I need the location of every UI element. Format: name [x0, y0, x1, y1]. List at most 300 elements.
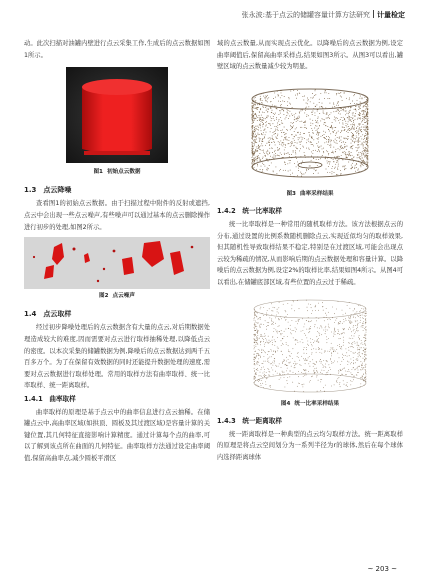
cloud-point: [364, 359, 365, 360]
cloud-point: [341, 136, 342, 137]
cloud-point: [255, 326, 256, 327]
cloud-point: [360, 101, 361, 102]
cloud-point: [286, 115, 287, 116]
cloud-point: [333, 140, 334, 141]
cloud-point: [305, 172, 306, 173]
cloud-point: [292, 107, 293, 108]
cloud-point: [361, 144, 362, 145]
cloud-point: [352, 163, 353, 164]
cloud-point: [296, 148, 297, 149]
cloud-point: [255, 133, 256, 134]
cloud-point: [264, 136, 265, 137]
cloud-point: [357, 169, 358, 170]
cloud-point: [337, 160, 338, 161]
cloud-point: [367, 159, 368, 160]
cloud-point: [367, 140, 368, 141]
cloud-point: [256, 108, 257, 109]
cloud-point: [350, 346, 351, 347]
cloud-point: [316, 130, 317, 131]
cloud-point: [259, 146, 260, 147]
cloud-point: [304, 127, 305, 128]
cloud-point: [331, 168, 332, 169]
cloud-point: [357, 341, 358, 342]
cloud-point: [337, 167, 338, 168]
cloud-point: [359, 141, 360, 142]
cloud-point: [337, 382, 338, 383]
cloud-point: [366, 144, 367, 145]
cloud-point: [267, 377, 268, 378]
cloud-point: [295, 94, 296, 95]
cloud-point: [316, 367, 317, 368]
cloud-point: [272, 354, 273, 355]
cloud-point: [311, 112, 312, 113]
cloud-point: [310, 101, 311, 102]
cloud-point: [289, 362, 290, 363]
cloud-point: [331, 152, 332, 153]
cloud-point: [344, 332, 345, 333]
cloud-point: [344, 129, 345, 130]
cloud-point: [282, 129, 283, 130]
cloud-point: [332, 122, 333, 123]
cloud-point: [325, 350, 326, 351]
cloud-point: [355, 141, 356, 142]
cloud-point: [354, 168, 355, 169]
cloud-point: [324, 98, 325, 99]
cloud-point: [274, 362, 275, 363]
cloud-point: [322, 102, 323, 103]
cloud-point: [275, 112, 276, 113]
cloud-point: [359, 107, 360, 108]
cloud-point: [365, 147, 366, 148]
cloud-point: [313, 362, 314, 363]
cloud-point: [295, 327, 296, 328]
cloud-point: [312, 110, 313, 111]
cloud-point: [323, 113, 324, 114]
cloud-point: [364, 155, 365, 156]
cloud-point: [275, 364, 276, 365]
cloud-point: [256, 361, 257, 362]
cloud-point: [262, 124, 263, 125]
cloud-point: [277, 311, 278, 312]
cloud-point: [367, 150, 368, 151]
cloud-point: [342, 159, 343, 160]
cloud-point: [314, 370, 315, 371]
cloud-point: [255, 113, 256, 114]
cloud-point: [353, 128, 354, 129]
cloud-point: [363, 318, 364, 319]
cloud-point: [331, 385, 332, 386]
cloud-point: [360, 118, 361, 119]
cloud-point: [311, 307, 312, 308]
cloud-point: [335, 118, 336, 119]
cloud-point: [365, 111, 366, 112]
cloud-point: [339, 111, 340, 112]
cloud-point: [287, 101, 288, 102]
cloud-point: [355, 368, 356, 369]
cloud-point: [350, 380, 351, 381]
cloud-point: [289, 115, 290, 116]
cloud-point: [356, 329, 357, 330]
cloud-point: [309, 165, 310, 166]
cloud-point: [359, 146, 360, 147]
cloud-point: [365, 135, 366, 136]
cloud-point: [365, 103, 366, 104]
cloud-point: [305, 358, 306, 359]
cloud-point: [351, 158, 352, 159]
cloud-point: [351, 362, 352, 363]
cloud-point: [338, 159, 339, 160]
cloud-point: [358, 134, 359, 135]
cloud-point: [314, 95, 315, 96]
cloud-point: [327, 126, 328, 127]
cloud-point: [365, 326, 366, 327]
cloud-point: [312, 153, 313, 154]
cloud-point: [321, 334, 322, 335]
cloud-point: [365, 320, 366, 321]
cloud-point: [269, 341, 270, 342]
cloud-point: [298, 371, 299, 372]
cloud-point: [339, 371, 340, 372]
cloud-point: [357, 374, 358, 375]
cloud-point: [351, 331, 352, 332]
cloud-point: [267, 310, 268, 311]
cloud-point: [356, 312, 357, 313]
cloud-point: [257, 343, 258, 344]
cloud-point: [334, 168, 335, 169]
cloud-point: [358, 322, 359, 323]
cloud-point: [287, 365, 288, 366]
cloud-point: [252, 133, 253, 134]
cloud-point: [360, 383, 361, 384]
cloud-point: [359, 115, 360, 116]
cloud-point: [319, 106, 320, 107]
cloud-point: [303, 330, 304, 331]
cloud-point: [318, 348, 319, 349]
cloud-point: [281, 367, 282, 368]
cloud-point: [324, 351, 325, 352]
cloud-point: [350, 307, 351, 308]
cloud-point: [281, 318, 282, 319]
cloud-point: [339, 156, 340, 157]
cloud-point: [308, 138, 309, 139]
cloud-point: [262, 122, 263, 123]
cloud-point: [260, 375, 261, 376]
cloud-point: [364, 315, 365, 316]
cloud-point: [282, 109, 283, 110]
cloud-point: [272, 138, 273, 139]
cloud-point: [330, 358, 331, 359]
cloud-point: [337, 345, 338, 346]
cloud-point: [326, 168, 327, 169]
cloud-point: [295, 343, 296, 344]
cloud-point: [360, 317, 361, 318]
cloud-point: [257, 316, 258, 317]
cloud-point: [277, 337, 278, 338]
cloud-point: [272, 369, 273, 370]
cloud-point: [353, 310, 354, 311]
cloud-point: [331, 347, 332, 348]
cloud-point: [281, 122, 282, 123]
cloud-point: [305, 334, 306, 335]
cloud-point: [363, 367, 364, 368]
cloud-point: [357, 353, 358, 354]
cloud-point: [275, 133, 276, 134]
cloud-point: [304, 138, 305, 139]
cloud-point: [359, 349, 360, 350]
cloud-point: [280, 152, 281, 153]
cloud-point: [365, 337, 366, 338]
cloud-point: [270, 108, 271, 109]
cloud-point: [365, 151, 366, 152]
cloud-point: [306, 114, 307, 115]
cloud-point: [322, 107, 323, 108]
cloud-point: [284, 132, 285, 133]
cloud-point: [262, 111, 263, 112]
cloud-point: [284, 371, 285, 372]
cloud-point: [296, 147, 297, 148]
cloud-point: [359, 106, 360, 107]
cloud-point: [316, 361, 317, 362]
cloud-point: [351, 146, 352, 147]
cloud-point: [287, 139, 288, 140]
cloud-point: [339, 138, 340, 139]
cloud-point: [255, 335, 256, 336]
cloud-point: [352, 114, 353, 115]
cloud-point: [353, 157, 354, 158]
cloud-point: [292, 126, 293, 127]
cloud-point: [347, 157, 348, 158]
section-1-4-3-heading: 1.4.3 统一距离取样: [217, 417, 282, 426]
cloud-point: [256, 150, 257, 151]
cloud-point: [311, 137, 312, 138]
cloud-point: [339, 137, 340, 138]
cloud-point: [294, 116, 295, 117]
cloud-point: [282, 354, 283, 355]
cloud-point: [344, 146, 345, 147]
cloud-point: [253, 155, 254, 156]
cloud-point: [345, 355, 346, 356]
cloud-point: [256, 373, 257, 374]
cloud-point: [348, 151, 349, 152]
cloud-point: [258, 134, 259, 135]
cloud-point: [359, 105, 360, 106]
cloud-point: [345, 114, 346, 115]
cloud-point: [321, 352, 322, 353]
cloud-point: [258, 146, 259, 147]
cloud-point: [264, 356, 265, 357]
curvature-sampled-points: [252, 89, 369, 177]
cloud-point: [263, 372, 264, 373]
cloud-point: [302, 137, 303, 138]
cloud-point: [307, 310, 308, 311]
cloud-point: [352, 369, 353, 370]
cloud-point: [324, 142, 325, 143]
cloud-point: [267, 358, 268, 359]
cloud-point: [268, 138, 269, 139]
cloud-point: [366, 347, 367, 348]
cloud-point: [260, 383, 261, 384]
cloud-point: [288, 113, 289, 114]
cloud-point: [254, 347, 255, 348]
cloud-point: [366, 158, 367, 159]
cloud-point: [318, 172, 319, 173]
cloud-point: [340, 132, 341, 133]
cloud-point: [263, 120, 264, 121]
cloud-point: [254, 127, 255, 128]
cloud-point: [285, 170, 286, 171]
cloud-point: [356, 132, 357, 133]
cloud-point: [350, 107, 351, 108]
cloud-point: [315, 120, 316, 121]
cloud-point: [254, 370, 255, 371]
cloud-point: [281, 144, 282, 145]
cloud-point: [342, 322, 343, 323]
cloud-point: [352, 117, 353, 118]
cloud-point: [343, 141, 344, 142]
cloud-point: [261, 369, 262, 370]
cloud-point: [262, 138, 263, 139]
cloud-point: [265, 134, 266, 135]
cloud-point: [254, 167, 255, 168]
cloud-point: [266, 117, 267, 118]
cloud-point: [363, 357, 364, 358]
cloud-point: [353, 325, 354, 326]
cloud-point: [302, 109, 303, 110]
cloud-point: [254, 359, 255, 360]
cloud-point: [298, 132, 299, 133]
cloud-point: [357, 311, 358, 312]
figure-4-title: 统一比率采样结果: [294, 400, 340, 407]
cloud-point: [320, 359, 321, 360]
cloud-point: [280, 377, 281, 378]
cloud-point: [277, 125, 278, 126]
cloud-point: [329, 137, 330, 138]
cloud-point: [325, 384, 326, 385]
cloud-point: [361, 110, 362, 111]
cloud-point: [255, 320, 256, 321]
cloud-point: [253, 146, 254, 147]
cloud-point: [311, 320, 312, 321]
cloud-point: [278, 95, 279, 96]
cloud-point: [352, 118, 353, 119]
cloud-point: [252, 152, 253, 153]
cloud-point: [271, 142, 272, 143]
cloud-point: [252, 144, 253, 145]
cloud-point: [341, 346, 342, 347]
cloud-point: [256, 136, 257, 137]
cloud-point: [262, 120, 263, 121]
cloud-point: [292, 115, 293, 116]
cloud-point: [290, 370, 291, 371]
cloud-point: [282, 333, 283, 334]
cloud-point: [278, 114, 279, 115]
cloud-point: [256, 146, 257, 147]
cloud-point: [268, 325, 269, 326]
cloud-point: [279, 149, 280, 150]
cloud-point: [366, 358, 367, 359]
cloud-point: [304, 124, 305, 125]
cloud-point: [257, 164, 258, 165]
cloud-point: [315, 306, 316, 307]
cloud-point: [323, 387, 324, 388]
cloud-point: [301, 173, 302, 174]
cloud-point: [309, 134, 310, 135]
cloud-point: [344, 92, 345, 93]
cloud-point: [358, 349, 359, 350]
cloud-point: [315, 368, 316, 369]
cloud-point: [266, 151, 267, 152]
cloud-point: [254, 361, 255, 362]
cloud-point: [297, 352, 298, 353]
cloud-point: [262, 119, 263, 120]
cloud-point: [351, 106, 352, 107]
cloud-point: [295, 362, 296, 363]
cloud-point: [351, 335, 352, 336]
cloud-point: [297, 385, 298, 386]
cloud-point: [263, 107, 264, 108]
cloud-point: [254, 377, 255, 378]
cloud-point: [342, 166, 343, 167]
cloud-point: [259, 355, 260, 356]
cloud-point: [313, 150, 314, 151]
cloud-point: [359, 351, 360, 352]
cloud-point: [363, 344, 364, 345]
cloud-point: [337, 174, 338, 175]
cloud-point: [277, 332, 278, 333]
cloud-point: [327, 342, 328, 343]
cloud-point: [344, 321, 345, 322]
cloud-point: [347, 382, 348, 383]
cloud-point: [256, 356, 257, 357]
cloud-point: [284, 137, 285, 138]
cloud-point: [336, 349, 337, 350]
cloud-point: [252, 126, 253, 127]
cloud-point: [301, 127, 302, 128]
section-1-4-1-heading: 1.4.1 曲率取样: [24, 394, 76, 403]
cloud-point: [310, 97, 311, 98]
cloud-point: [294, 140, 295, 141]
cloud-point: [342, 109, 343, 110]
cloud-point: [330, 319, 331, 320]
cloud-point: [301, 141, 302, 142]
cloud-point: [353, 138, 354, 139]
cloud-point: [311, 160, 312, 161]
cloud-point: [350, 338, 351, 339]
cloud-point: [331, 331, 332, 332]
cloud-point: [295, 339, 296, 340]
cloud-point: [362, 363, 363, 364]
cloud-point: [315, 125, 316, 126]
cloud-point: [329, 145, 330, 146]
cloud-point: [351, 128, 352, 129]
cloud-point: [306, 147, 307, 148]
cloud-point: [268, 342, 269, 343]
cloud-point: [283, 139, 284, 140]
cloud-point: [270, 131, 271, 132]
cloud-point: [279, 378, 280, 379]
cloud-point: [263, 366, 264, 367]
cloud-point: [297, 117, 298, 118]
cloud-point: [263, 349, 264, 350]
cloud-point: [259, 337, 260, 338]
cloud-point: [351, 351, 352, 352]
cloud-point: [360, 105, 361, 106]
cloud-point: [275, 96, 276, 97]
cloud-point: [356, 147, 357, 148]
cloud-point: [330, 145, 331, 146]
cloud-point: [257, 335, 258, 336]
cloud-point: [291, 128, 292, 129]
